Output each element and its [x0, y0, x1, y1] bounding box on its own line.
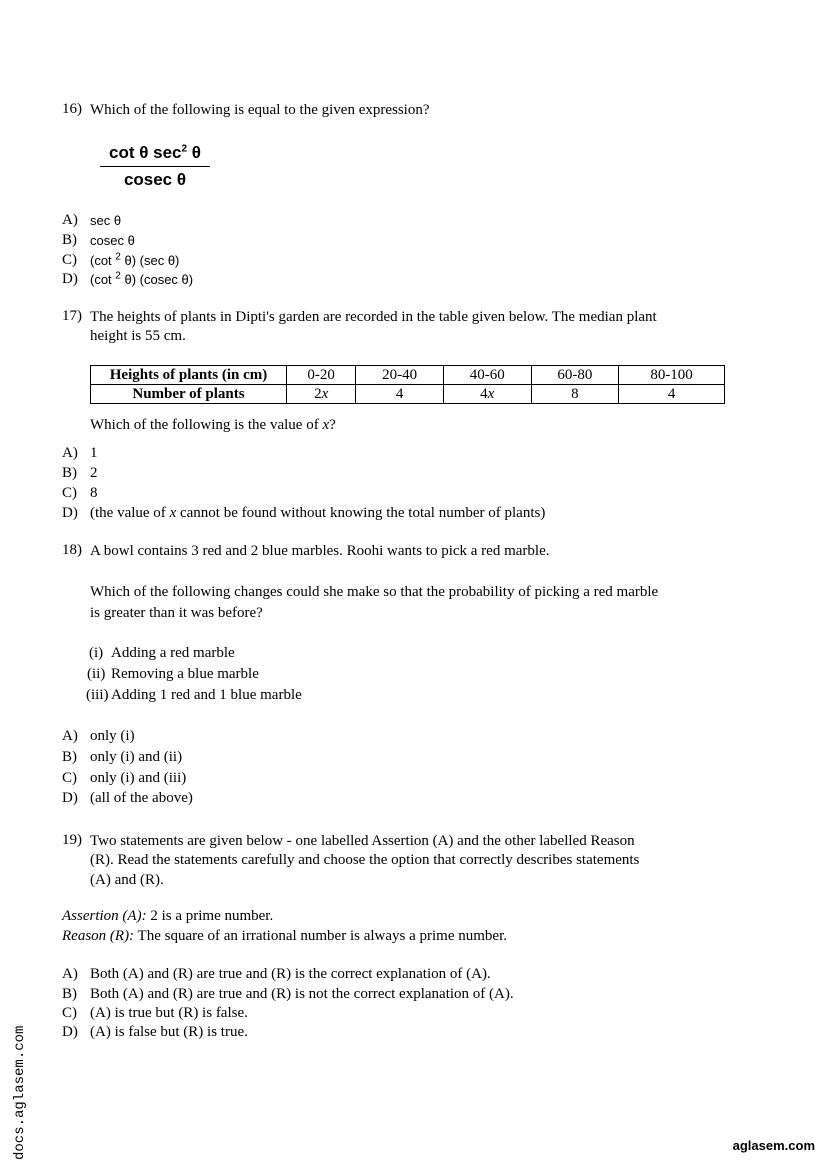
q18-option-d-label: D)	[62, 790, 78, 806]
table-cell: 80-100	[619, 366, 725, 385]
table-row-header: Number of plants	[91, 385, 287, 404]
q17-option-b: 2	[90, 465, 98, 481]
table-cell: 4	[356, 385, 444, 404]
q16-option-d-label: D)	[62, 271, 78, 287]
q16-option-c: (cot $^2$ θ) (sec θ)	[90, 251, 180, 268]
table-cell: 40-60	[443, 366, 531, 385]
table-cell: 4x	[443, 385, 531, 404]
q16-expression-denominator: cosec θ	[123, 170, 187, 189]
q18-option-b-label: B)	[62, 749, 77, 765]
table-cell: 20-40	[356, 366, 444, 385]
q16-number: 16)	[62, 101, 82, 117]
q19-option-d-label: D)	[62, 1024, 78, 1040]
q19-option-c: (A) is true but (R) is false.	[90, 1005, 248, 1021]
q17-option-d-label: D)	[62, 505, 78, 521]
q16-option-d: (cot $^2$ θ) (cosec θ)	[90, 270, 194, 287]
table-cell: 2x	[287, 385, 356, 404]
q18-line-2: Which of the following changes could she make so that the probability of picking a red marble	[90, 584, 659, 600]
q16-option-a-label: A)	[62, 212, 78, 228]
q16-option-b-label: B)	[62, 232, 77, 248]
q19-option-a-label: A)	[62, 966, 78, 982]
q18-item-ii: Removing a blue marble	[111, 666, 259, 682]
q17-line-2: height is 55 cm.	[90, 328, 186, 344]
q18-option-c: only (i) and (iii)	[90, 770, 187, 786]
q16-expression	[100, 142, 210, 190]
q18-line-1: A bowl contains 3 red and 2 blue marbles. Roohi wants to pick a red marble.	[90, 543, 550, 559]
q17-option-c: 8	[90, 485, 98, 501]
q17-option-d: (the value of x cannot be found without knowing the total number of plants)	[90, 505, 546, 521]
q18-option-a: only (i)	[90, 728, 135, 744]
q17-question: Which of the following is the value of x?	[90, 417, 336, 433]
q17-table	[90, 365, 725, 404]
q19-option-b: Both (A) and (R) are true and (R) is not the correct explanation of (A).	[90, 986, 514, 1002]
q17-option-a-label: A)	[62, 445, 78, 461]
footer-brand: aglasem.com	[732, 1138, 815, 1153]
q17-option-b-label: B)	[62, 465, 77, 481]
q18-option-b: only (i) and (ii)	[90, 749, 183, 765]
table-cell: 0-20	[287, 366, 356, 385]
q19-option-d: (A) is false but (R) is true.	[90, 1024, 248, 1040]
table-cell: 60-80	[531, 366, 619, 385]
table-row-header: Heights of plants (in cm)	[91, 366, 287, 385]
fraction-bar	[100, 166, 210, 167]
q19-option-b-label: B)	[62, 986, 77, 1002]
q19-number: 19)	[62, 832, 82, 848]
q17-line-1: The heights of plants in Dipti's garden are recorded in the table given below. The median plant	[90, 309, 657, 325]
q19-option-a: Both (A) and (R) are true and (R) is the correct explanation of (A).	[90, 966, 491, 982]
q16-option-a: sec θ	[90, 213, 122, 228]
q18-item-iii: Adding 1 red and 1 blue marble	[111, 687, 302, 703]
q16-expression-numerator: cot θ $\sec^2 \theta$	[109, 143, 201, 162]
table-cell: 4	[619, 385, 725, 404]
q19-assertion: Assertion (A): 2 is a prime number.	[62, 908, 274, 924]
q16-option-c-label: C)	[62, 252, 77, 268]
q17-option-c-label: C)	[62, 485, 77, 501]
q18-option-a-label: A)	[62, 728, 78, 744]
q19-reason: Reason (R): The square of an irrational number is always a prime number.	[62, 928, 508, 944]
q18-number: 18)	[62, 542, 82, 558]
q18-option-d: (all of the above)	[90, 790, 193, 806]
q19-line-2: (R). Read the statements carefully and choose the option that correctly describes statements	[90, 852, 640, 868]
q17-option-a: 1	[90, 445, 98, 461]
table-row	[91, 385, 725, 404]
table-row	[91, 366, 725, 385]
q17-number: 17)	[62, 308, 82, 324]
table-cell: 8	[531, 385, 619, 404]
q18-item-i: Adding a red marble	[111, 645, 235, 661]
q18-item-i-label: (i)	[89, 645, 104, 661]
q16-option-b: cosec θ	[90, 233, 135, 248]
q18-line-3: is greater than it was before?	[90, 605, 263, 621]
q19-line-1: Two statements are given below - one labelled Assertion (A) and the other labelled Reason	[90, 833, 635, 849]
q16-text: Which of the following is equal to the given expression?	[90, 102, 430, 118]
q18-item-ii-label: (ii)	[87, 666, 106, 682]
side-watermark: docs.aglasem.com	[12, 1025, 28, 1160]
q19-line-3: (A) and (R).	[90, 872, 164, 888]
q18-item-iii-label: (iii)	[86, 687, 109, 703]
q18-option-c-label: C)	[62, 770, 77, 786]
q19-option-c-label: C)	[62, 1005, 77, 1021]
